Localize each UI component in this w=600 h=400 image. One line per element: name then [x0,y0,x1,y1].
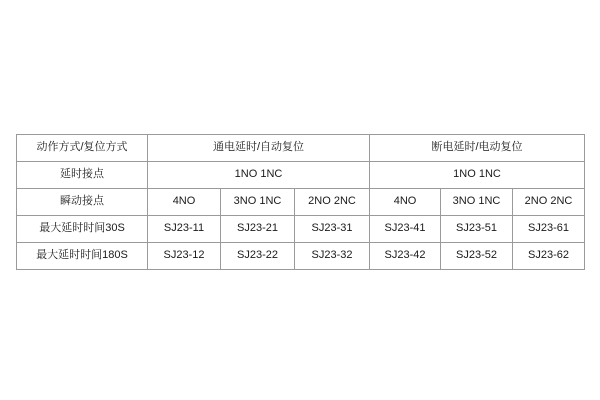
group-header-cell-power-on: 通电延时/自动复位 [148,135,370,162]
data-cell: SJ23-21 [221,216,295,243]
table-row [17,216,585,243]
data-cell: SJ23-62 [513,243,585,270]
data-cell: SJ23-31 [295,216,370,243]
table-row [17,189,585,216]
row-header-cell: 动作方式/复位方式 [17,135,148,162]
data-cell: 2NO 2NC [513,189,585,216]
data-cell: SJ23-42 [370,243,441,270]
data-cell: SJ23-11 [148,216,221,243]
data-cell: 4NO [370,189,441,216]
spec-table-body [17,135,585,270]
row-header-cell: 最大延时时间30S [17,216,148,243]
data-cell: 2NO 2NC [295,189,370,216]
data-cell: SJ23-51 [441,216,513,243]
group-header-cell-power-off: 断电延时/电动复位 [370,135,585,162]
data-cell: 1NO 1NC [148,162,370,189]
data-cell: SJ23-41 [370,216,441,243]
data-cell: 3NO 1NC [221,189,295,216]
data-cell: SJ23-12 [148,243,221,270]
data-cell: 1NO 1NC [370,162,585,189]
row-header-cell: 延时接点 [17,162,148,189]
table-row [17,135,585,162]
data-cell: 3NO 1NC [441,189,513,216]
row-header-cell: 最大延时时间180S [17,243,148,270]
data-cell: SJ23-52 [441,243,513,270]
data-cell: 4NO [148,189,221,216]
spec-table [16,134,585,270]
table-row [17,162,585,189]
data-cell: SJ23-22 [221,243,295,270]
spec-table-container [16,134,584,270]
row-header-cell: 瞬动接点 [17,189,148,216]
table-row [17,243,585,270]
data-cell: SJ23-32 [295,243,370,270]
data-cell: SJ23-61 [513,216,585,243]
